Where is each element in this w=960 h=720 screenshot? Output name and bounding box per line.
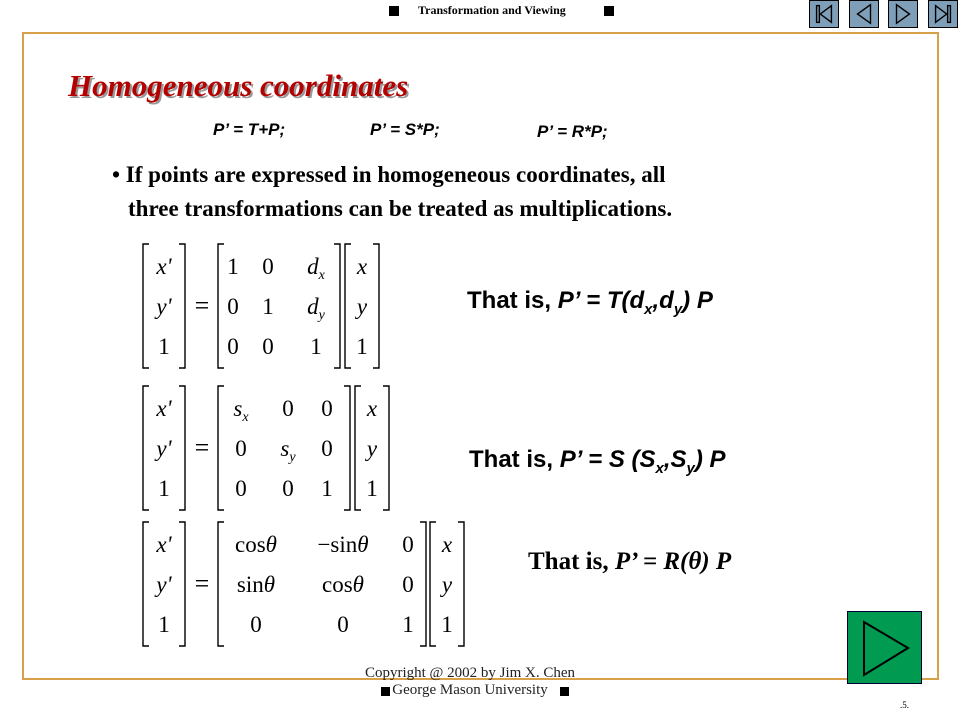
copyright-line-2: George Mason University: [392, 682, 548, 698]
matrix-cell: 0: [321, 396, 333, 421]
subscript-x: x: [644, 300, 653, 318]
matrix-cell: cosθ: [322, 572, 364, 597]
bracket: [179, 386, 185, 510]
scale-matrix-equation: [143, 386, 389, 510]
matrix-cell: $s_y$: [280, 436, 296, 465]
formula-part: P’ = R(θ) P: [614, 548, 732, 575]
that-is-prefix: That is,: [469, 446, 560, 473]
bullet-line-1: • If points are expressed in homogeneous coordinates, all: [112, 162, 666, 187]
matrix-cell: y: [441, 572, 453, 597]
bracket: [179, 244, 185, 368]
formula-part: ,d: [652, 287, 674, 314]
play-right-icon: [848, 612, 923, 685]
formula-part: ,S: [663, 446, 687, 473]
matrix-cell: 0: [402, 532, 414, 557]
matrix-cell: 1: [158, 334, 170, 359]
matrix-cell: cosθ: [235, 532, 277, 557]
matrix-cell: y: [366, 436, 378, 461]
matrix-cell: −sinθ: [317, 532, 369, 557]
matrix-cell: 0: [337, 612, 349, 637]
bracket: [143, 386, 149, 510]
equals-sign: =: [194, 569, 210, 598]
matrix-cell: 1: [262, 294, 274, 319]
matrix-cell: 1: [441, 612, 453, 637]
matrix-cell: $d_y$: [307, 294, 325, 323]
bracket: [179, 522, 185, 646]
bracket: [218, 522, 224, 646]
equals-sign: =: [194, 291, 210, 320]
matrix-cell: 0: [262, 254, 274, 279]
bracket: [143, 522, 149, 646]
copyright-line-1: Copyright @ 2002 by Jim X. Chen: [364, 665, 576, 681]
bracket: [430, 522, 436, 646]
bracket: [218, 386, 224, 510]
matrix-cell: x': [156, 254, 172, 279]
bracket: [383, 386, 389, 510]
matrix-cell: 1: [310, 334, 322, 359]
formula-part: ) P: [682, 287, 713, 314]
matrix-cell: 1: [227, 254, 239, 279]
rotation-matrix-equation: [143, 522, 464, 646]
equals-sign: =: [194, 433, 210, 462]
matrix-cell: 1: [158, 612, 170, 637]
matrix-cell: 0: [282, 476, 294, 501]
bracket: [143, 244, 149, 368]
formula-part: P’ = S (S: [559, 446, 656, 473]
matrix-cell: sinθ: [236, 572, 276, 597]
matrix-cell: x: [356, 254, 368, 279]
matrix-cell: 1: [158, 476, 170, 501]
matrix-cell: y': [156, 294, 172, 319]
matrix-cell: y: [356, 294, 368, 319]
bracket: [344, 386, 350, 510]
translation-matrix-equation: [143, 244, 379, 368]
subscript-x: x: [655, 459, 664, 477]
matrix-cell: x': [156, 396, 172, 421]
header-title: Transformation and Viewing: [418, 3, 566, 17]
formula-part: P’ = T(d: [557, 287, 645, 314]
formula-part: ) P: [694, 446, 726, 473]
matrix-cell: y': [156, 436, 172, 461]
bracket: [458, 522, 464, 646]
matrix-cell: 0: [402, 572, 414, 597]
slide-title: Homogeneous coordinates: [68, 68, 409, 103]
equation-scale: P’ = S*P;: [370, 120, 440, 139]
matrix-cell: 0: [235, 476, 247, 501]
bracket: [420, 522, 426, 646]
matrix-cell: x: [366, 396, 378, 421]
that-is-prefix: That is,: [528, 548, 615, 575]
footer-bullet-right: [560, 687, 569, 696]
footer-bullet-left: [381, 687, 390, 696]
matrix-cell: 1: [321, 476, 333, 501]
matrix-cell: x: [441, 532, 453, 557]
that-is-scale: [469, 446, 726, 477]
matrix-cell: 0: [321, 436, 333, 461]
that-is-prefix: That is,: [467, 287, 558, 314]
that-is-translation: [467, 287, 713, 318]
matrix-cell: 0: [227, 334, 239, 359]
matrix-cell: x': [156, 532, 172, 557]
matrix-cell: 0: [250, 612, 262, 637]
subscript-y: y: [686, 459, 695, 477]
equation-translate: P’ = T+P;: [213, 120, 286, 139]
matrix-cell: 0: [227, 294, 239, 319]
matrix-cell: 1: [356, 334, 368, 359]
bracket: [355, 386, 361, 510]
matrix-cell: 0: [262, 334, 274, 359]
next-slide-button[interactable]: [847, 611, 922, 684]
bracket: [373, 244, 379, 368]
matrix-cell: 1: [366, 476, 378, 501]
bracket: [345, 244, 351, 368]
matrix-cell: 0: [235, 436, 247, 461]
that-is-rotation: [528, 548, 731, 576]
page-number: .5.: [900, 700, 909, 710]
bullet-line-2: three transformations can be treated as multiplications.: [128, 196, 673, 221]
matrix-cell: 1: [402, 612, 414, 637]
subscript-y: y: [673, 300, 683, 318]
bracket: [334, 244, 340, 368]
bracket: [218, 244, 224, 368]
matrix-cell: $s_x$: [233, 396, 249, 425]
matrix-cell: y': [156, 572, 172, 597]
matrix-cell: 0: [282, 396, 294, 421]
matrix-cell: $d_x$: [307, 254, 325, 283]
equation-rotate: P’ = R*P;: [537, 122, 608, 141]
